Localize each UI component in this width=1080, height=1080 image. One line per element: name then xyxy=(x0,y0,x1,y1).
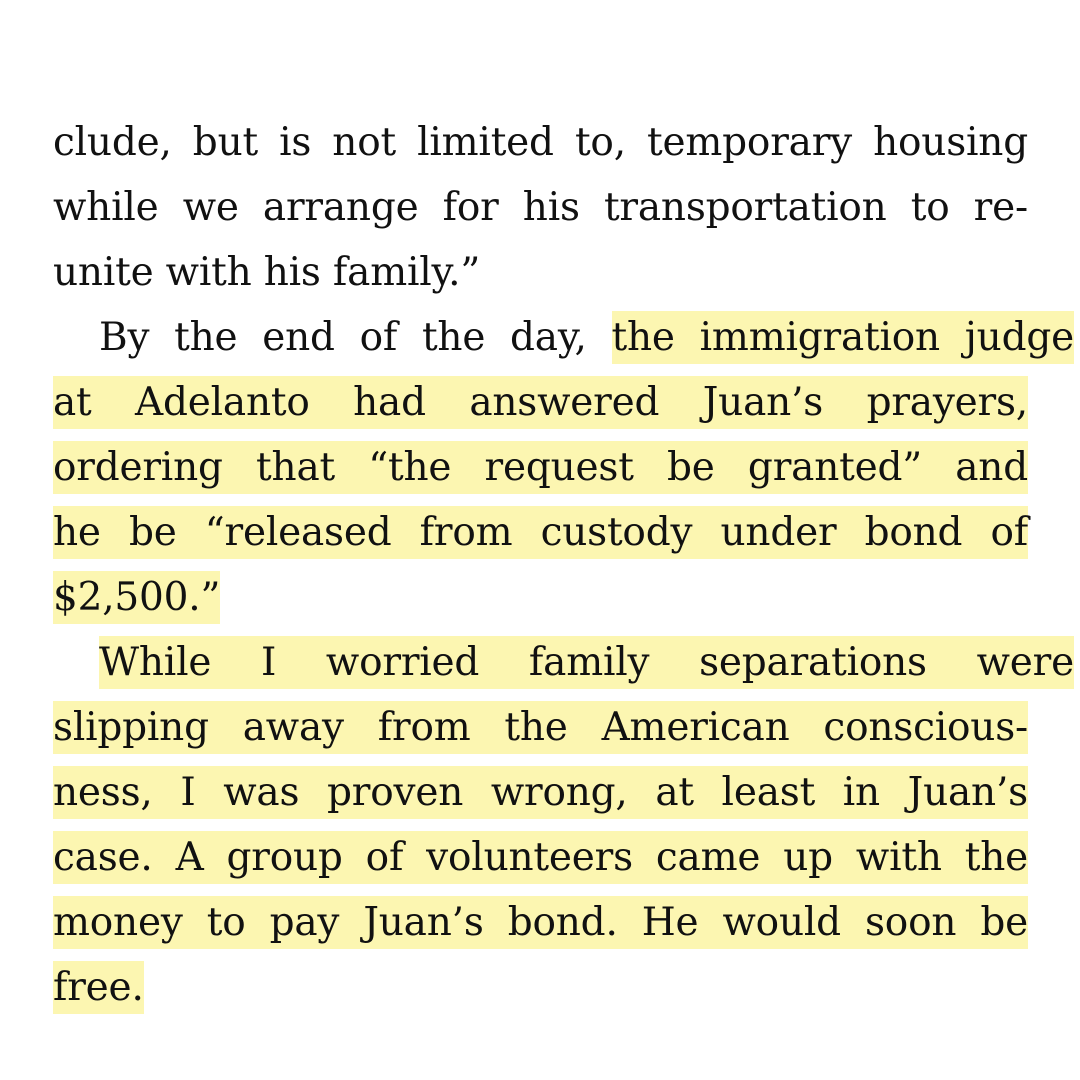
text-line xyxy=(53,565,1028,630)
page-text xyxy=(53,110,1075,1020)
highlighted-text[interactable]: money to pay Juan’s bond. He would soon be xyxy=(53,896,1028,949)
text-line xyxy=(53,435,1028,500)
text-line xyxy=(53,825,1028,890)
highlighted-text[interactable]: While I worried family separations were xyxy=(99,636,1074,689)
text-line xyxy=(53,760,1028,825)
highlighted-text[interactable]: slipping away from the American conscious- xyxy=(53,701,1028,754)
highlighted-text[interactable]: ness, I was proven wrong, at least in Juan’s xyxy=(53,766,1028,819)
unhighlighted-text: By the end of the day, xyxy=(99,315,612,360)
highlighted-text[interactable]: he be “released from custody under bond of xyxy=(53,506,1028,559)
text-line: while we arrange for his transportation to re- xyxy=(53,185,1028,230)
text-line: clude, but is not limited to, temporary housing xyxy=(53,120,1028,165)
text-line: unite with his family.” xyxy=(53,250,481,295)
highlighted-text[interactable]: case. A group of volunteers came up with the xyxy=(53,831,1028,884)
highlighted-text[interactable]: ordering that “the request be granted” and xyxy=(53,441,1028,494)
text-line xyxy=(53,305,1075,370)
text-line xyxy=(53,370,1028,435)
highlighted-text[interactable]: at Adelanto had answered Juan’s prayers, xyxy=(53,376,1028,429)
highlighted-text[interactable]: the immigration judge xyxy=(612,311,1074,364)
text-line xyxy=(53,695,1028,760)
text-line xyxy=(53,500,1028,565)
highlighted-text[interactable]: free. xyxy=(53,961,144,1014)
text-line xyxy=(53,955,1028,1020)
text-line xyxy=(53,890,1028,955)
highlighted-text[interactable]: $2,500.” xyxy=(53,571,220,624)
text-line xyxy=(53,630,1074,695)
